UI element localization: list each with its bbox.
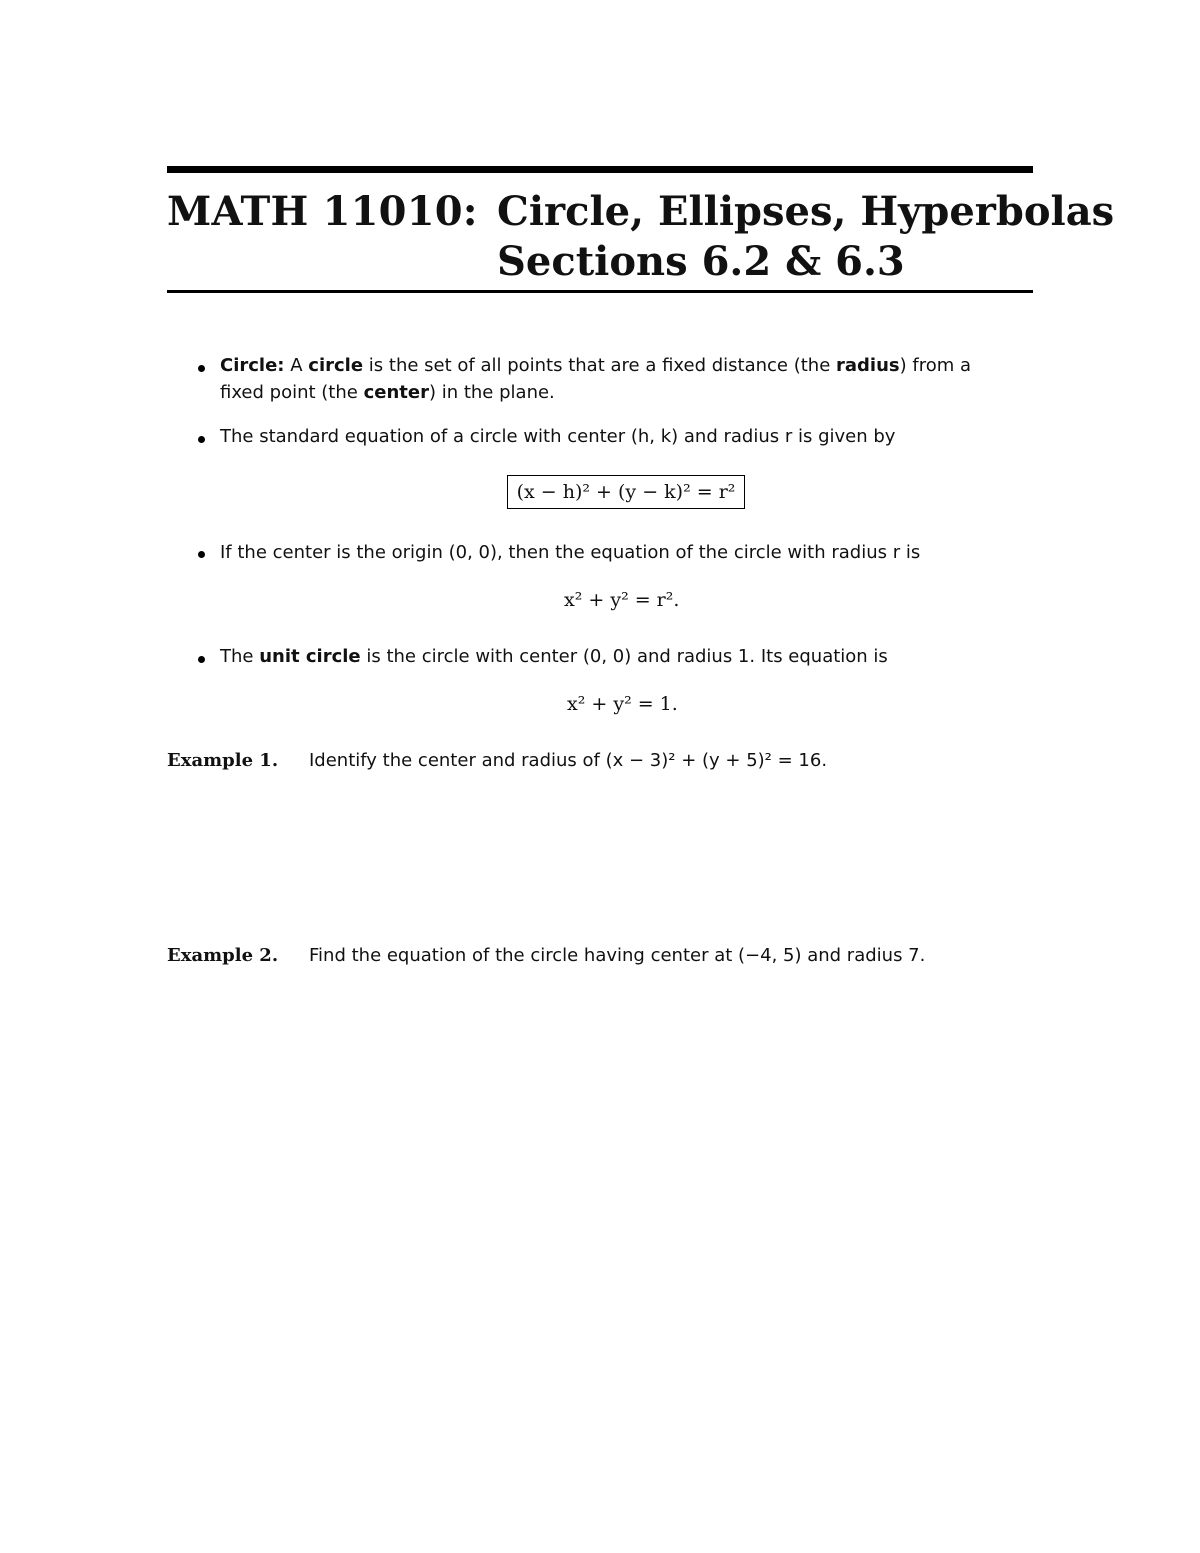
- bullet-dot: [198, 656, 205, 663]
- term-circle-inline: circle: [308, 355, 364, 376]
- bullet-dot: [198, 436, 205, 443]
- topic-title: Circle, Ellipses, Hyperbolas: [497, 188, 1115, 235]
- header-bottom-rule: [167, 290, 1033, 293]
- sections-title: Sections 6.2 & 6.3: [497, 238, 905, 285]
- unit-circle-equation: x² + y² = 1.: [567, 693, 678, 715]
- origin-equation: x² + y² = r².: [564, 589, 680, 611]
- definition-text: ) from a: [899, 355, 972, 376]
- example-1-text: Identify the center and radius of (x − 3)² + (y + 5)² = 16.: [309, 750, 828, 771]
- term-unit-circle: unit circle: [259, 646, 361, 667]
- header-top-rule: [167, 166, 1033, 173]
- standard-equation-box: [507, 475, 745, 509]
- bullet-dot: [198, 365, 205, 372]
- bullet-origin-equation: If the center is the origin (0, 0), then the equation of the circle with radius r is: [220, 542, 921, 563]
- definition-text: A: [290, 355, 309, 376]
- bullet-dot: [198, 551, 205, 558]
- term-circle: Circle:: [220, 355, 285, 376]
- example-2-label: Example 2.: [167, 945, 279, 966]
- standard-equation: (x − h)² + (y − k)² = r²: [516, 481, 736, 503]
- bullet-unit-circle: [220, 646, 888, 668]
- definition-text: ) in the plane.: [428, 382, 555, 403]
- term-center: center: [363, 382, 429, 403]
- course-title: MATH 11010:: [167, 188, 478, 235]
- example-1-label: Example 1.: [167, 750, 279, 771]
- definition-text: fixed point (the: [220, 382, 364, 403]
- definition-text: is the set of all points that are a fixed distance (the: [363, 355, 837, 376]
- example-2-text: Find the equation of the circle having center at (−4, 5) and radius 7.: [309, 945, 926, 966]
- bullet-circle-definition-line2: [220, 382, 555, 404]
- term-radius: radius: [836, 355, 900, 376]
- bullet-standard-equation: The standard equation of a circle with center (h, k) and radius r is given by: [220, 426, 896, 447]
- unit-circle-text: is the circle with center (0, 0) and radius 1. Its equation is: [360, 646, 888, 667]
- unit-circle-text: The: [220, 646, 260, 667]
- bullet-circle-definition-line1: [220, 355, 971, 377]
